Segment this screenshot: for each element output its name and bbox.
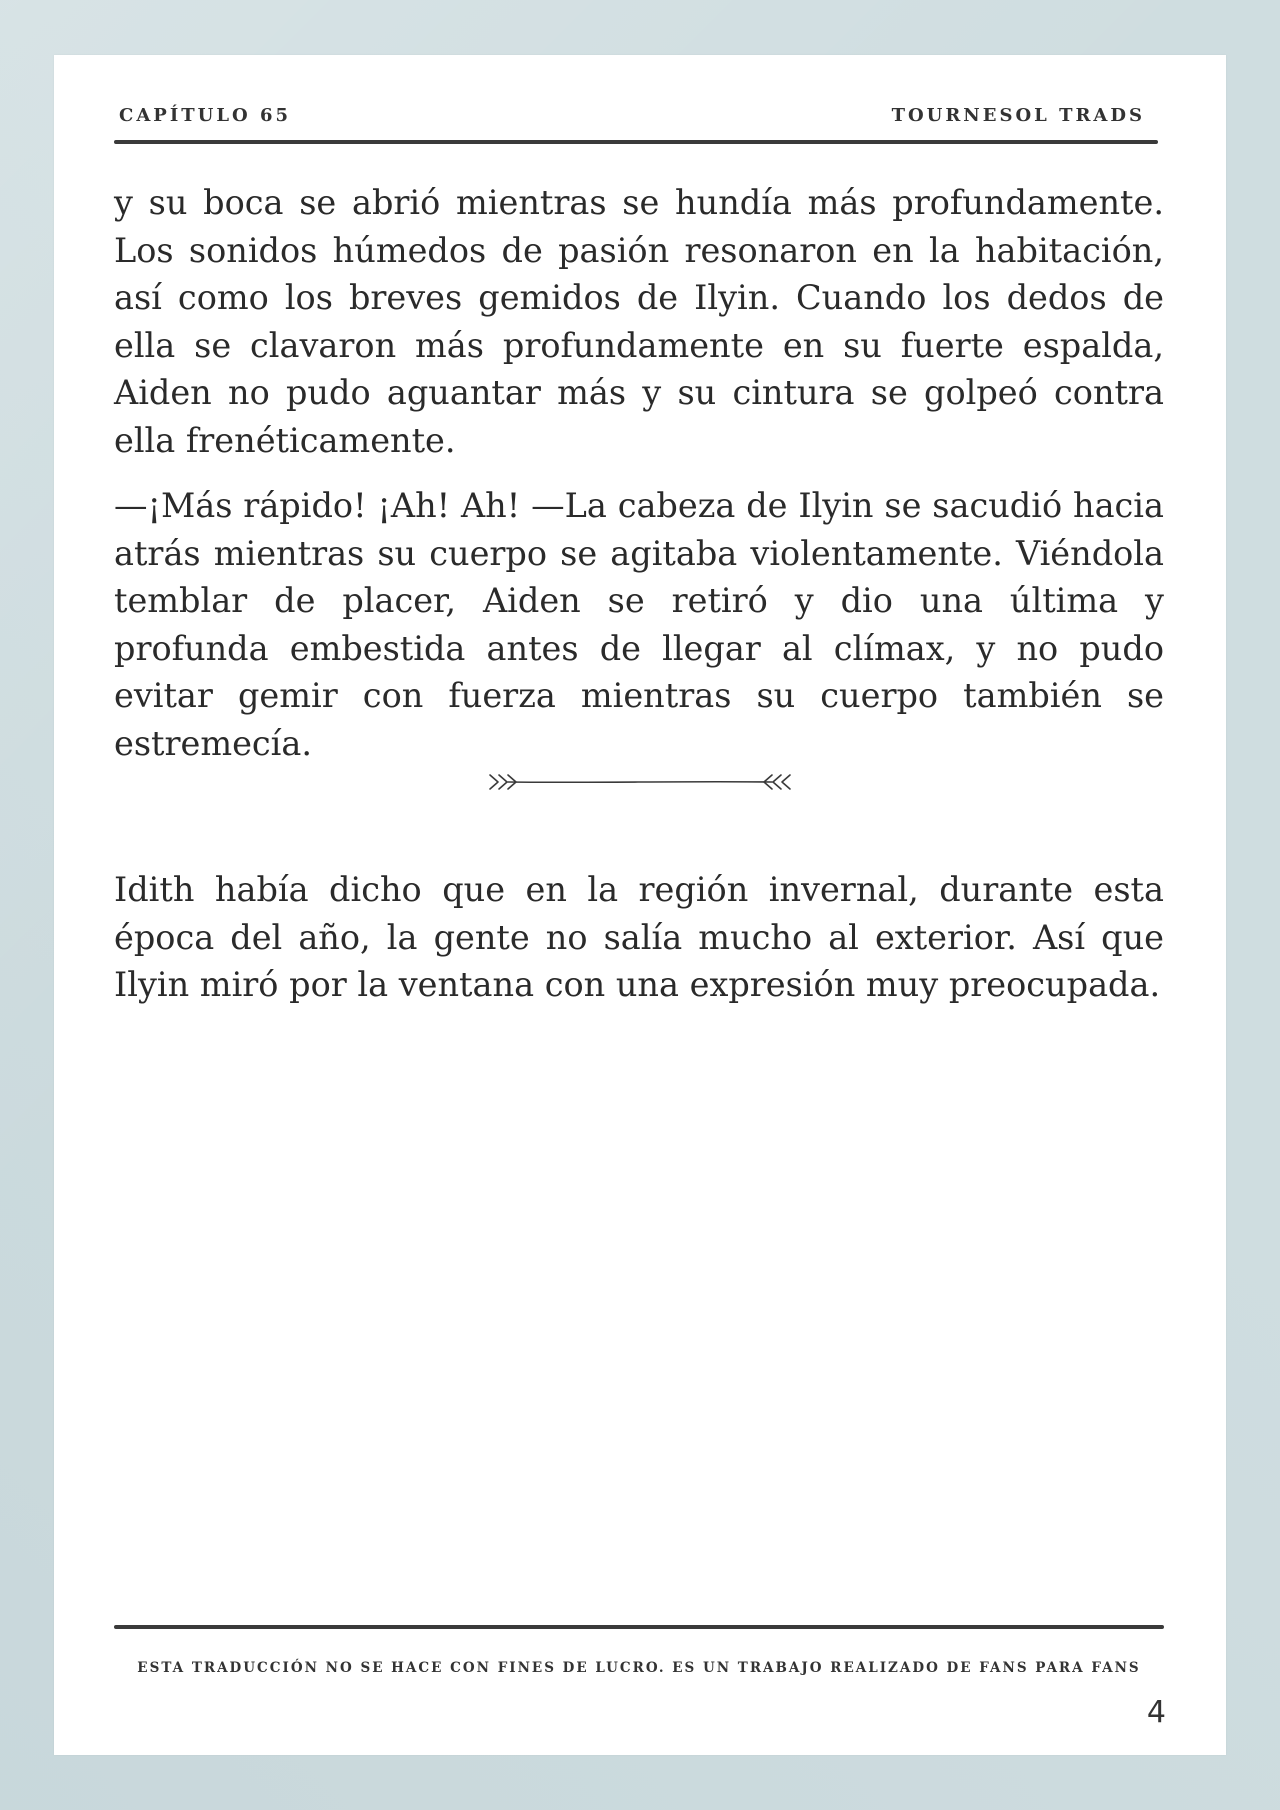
body-text (114, 179, 1164, 767)
footer-disclaimer: ESTA TRADUCCIÓN NO SE HACE CON FINES DE LUCRO. ES UN TRABAJO REALIZADO DE FANS PARA FANS (137, 1660, 1141, 1676)
translation-group-name: TOURNESOL TRADS (891, 105, 1145, 126)
paragraph: y su boca se abrió mientras se hundía más profundamente. Los sonidos húmedos de pasión resonaron en la habitación, así como los breves gemidos de Ilyin. Cuando los dedos de ella se clavaron más profundamente en su fuerte espalda, Aiden no pudo aguantar más y su cintura se golpeó contra ella frenéticamente. (114, 183, 1164, 460)
chapter-title: CAPÍTULO 65 (119, 105, 291, 126)
page-header (119, 105, 1145, 135)
paragraph: Idith había dicho que en la región invernal, durante esta época del año, la gente no salía mucho al exterior. Así que Ilyin miró por la ventana con una expresión muy preocupada. (114, 870, 1164, 1004)
footer-rule (114, 1625, 1164, 1629)
body-text-continued (114, 866, 1164, 1009)
page-number: 4 (1146, 1695, 1166, 1730)
header-rule (114, 140, 1158, 144)
arrow-divider-icon (488, 768, 792, 796)
paragraph: —¡Más rápido! ¡Ah! Ah! —La cabeza de Ilyin se sacudió hacia atrás mientras su cuerpo se agitaba violentamente. Viéndola temblar de placer, Aiden se retiró y dio una última y profunda embestida antes de llegar al clímax, y no pudo evitar gemir con fuerza mientras su cuerpo también se estremecía. (114, 486, 1164, 763)
document-page (54, 55, 1226, 1755)
